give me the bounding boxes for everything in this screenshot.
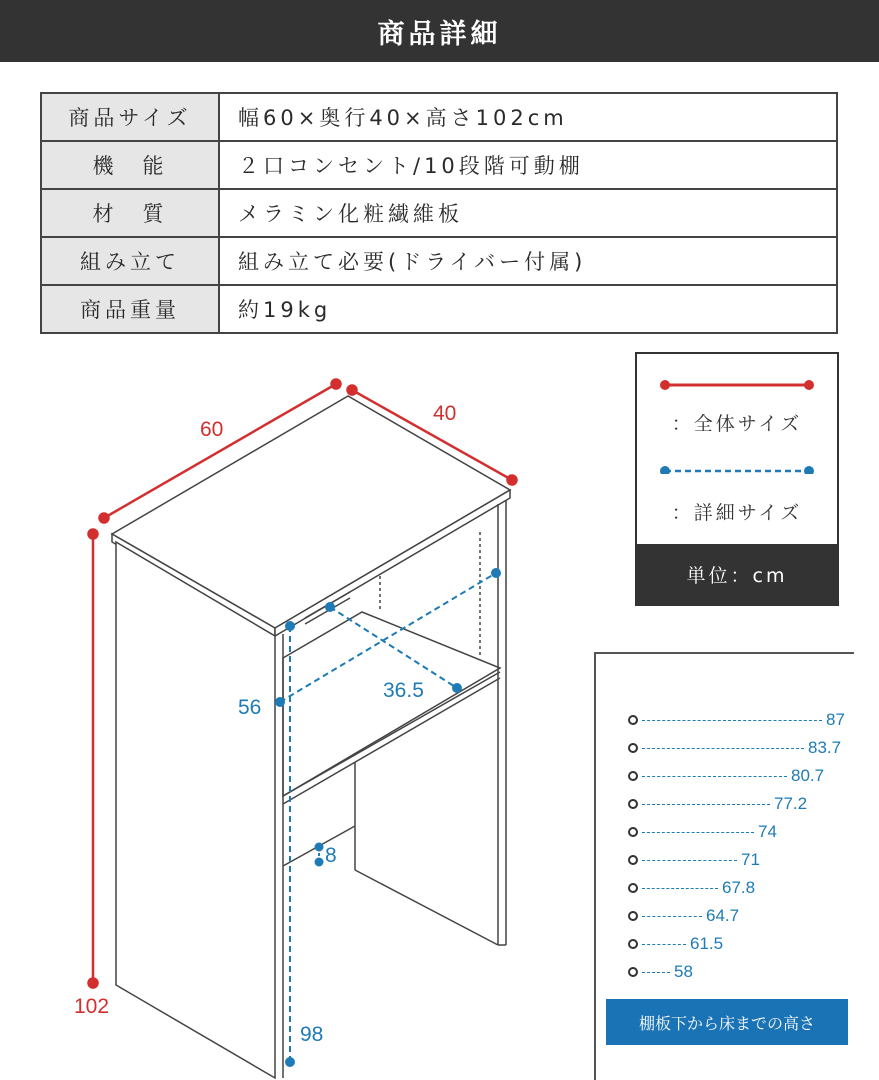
shelf-height-value: 74 <box>758 822 777 841</box>
spec-value: 幅60×奥行40×高さ102cm <box>219 93 837 141</box>
leader-line <box>642 916 702 917</box>
circle-icon <box>628 883 638 893</box>
overall-dot-left <box>660 380 670 390</box>
circle-icon <box>628 855 638 865</box>
leader-line <box>642 888 718 889</box>
shelf-height-value: 87 <box>826 710 845 729</box>
shelf-to-floor-label: 98 <box>300 1023 324 1046</box>
circle-icon <box>628 771 638 781</box>
page-title: 商品詳細 <box>0 0 879 62</box>
circle-icon <box>628 911 638 921</box>
leader-line <box>642 944 686 945</box>
gap-label: 8 <box>325 844 337 867</box>
shelf-heights-panel <box>594 652 854 1080</box>
circle-icon <box>628 715 638 725</box>
shelf-height-value: 58 <box>674 962 693 981</box>
detail-dimension-lines <box>276 569 500 1066</box>
height-label: 102 <box>74 995 110 1018</box>
spec-key: 組み立て <box>41 237 219 285</box>
legend-detail-label: ：詳細サイズ <box>671 502 803 524</box>
circle-icon <box>628 939 638 949</box>
shelf-height-row <box>628 932 723 956</box>
spec-value: メラミン化粧繊維板 <box>219 189 837 237</box>
circle-icon <box>628 799 638 809</box>
detail-dot-left <box>660 466 670 474</box>
overall-dot-right <box>804 380 814 390</box>
unit-label: 単位：cm <box>637 544 837 604</box>
detail-dot-right <box>804 466 814 474</box>
leader-line <box>642 832 754 833</box>
shelf-height-value: 71 <box>741 850 760 869</box>
shelf-height-row <box>628 848 760 872</box>
circle-icon <box>628 827 638 837</box>
circle-icon <box>628 967 638 977</box>
legend-overall-label: ：全体サイズ <box>671 413 803 435</box>
leader-line <box>642 804 770 805</box>
spec-key: 機 能 <box>41 141 219 189</box>
leader-line <box>642 720 822 721</box>
shelf-height-row <box>628 792 807 816</box>
leader-line <box>642 776 787 777</box>
spec-key: 商品サイズ <box>41 93 219 141</box>
cabinet-illustration <box>112 396 510 1078</box>
shelf-height-value: 64.7 <box>706 906 740 925</box>
inner-height-label: 56 <box>238 696 262 719</box>
shelf-height-value: 67.8 <box>722 878 756 897</box>
shelf-height-row <box>628 904 739 928</box>
spec-key: 材 質 <box>41 189 219 237</box>
shelf-height-row <box>628 708 845 732</box>
spec-key: 商品重量 <box>41 285 219 333</box>
shelf-heights-caption: 棚板下から床までの高さ <box>606 999 848 1045</box>
leader-line <box>642 972 670 973</box>
leader-line <box>642 748 804 749</box>
shelf-height-row <box>628 960 693 984</box>
shelf-height-row <box>628 820 777 844</box>
leader-line <box>642 860 737 861</box>
shelf-height-value: 80.7 <box>791 766 825 785</box>
shelf-height-value: 61.5 <box>690 934 724 953</box>
inner-depth-label: 36.5 <box>383 679 424 702</box>
depth-label: 40 <box>433 402 457 425</box>
shelf-height-value: 77.2 <box>774 794 808 813</box>
spec-value: ２口コンセント/10段階可動棚 <box>219 141 837 189</box>
legend-box <box>635 352 839 606</box>
spec-value: 約19kg <box>219 285 837 333</box>
shelf-height-value: 83.7 <box>808 738 842 757</box>
shelf-height-row <box>628 764 824 788</box>
shelf-height-row <box>628 736 841 760</box>
circle-icon <box>628 743 638 753</box>
width-label: 60 <box>200 418 224 441</box>
spec-value: 組み立て必要(ドライバー付属) <box>219 237 837 285</box>
shelf-height-row <box>628 876 755 900</box>
